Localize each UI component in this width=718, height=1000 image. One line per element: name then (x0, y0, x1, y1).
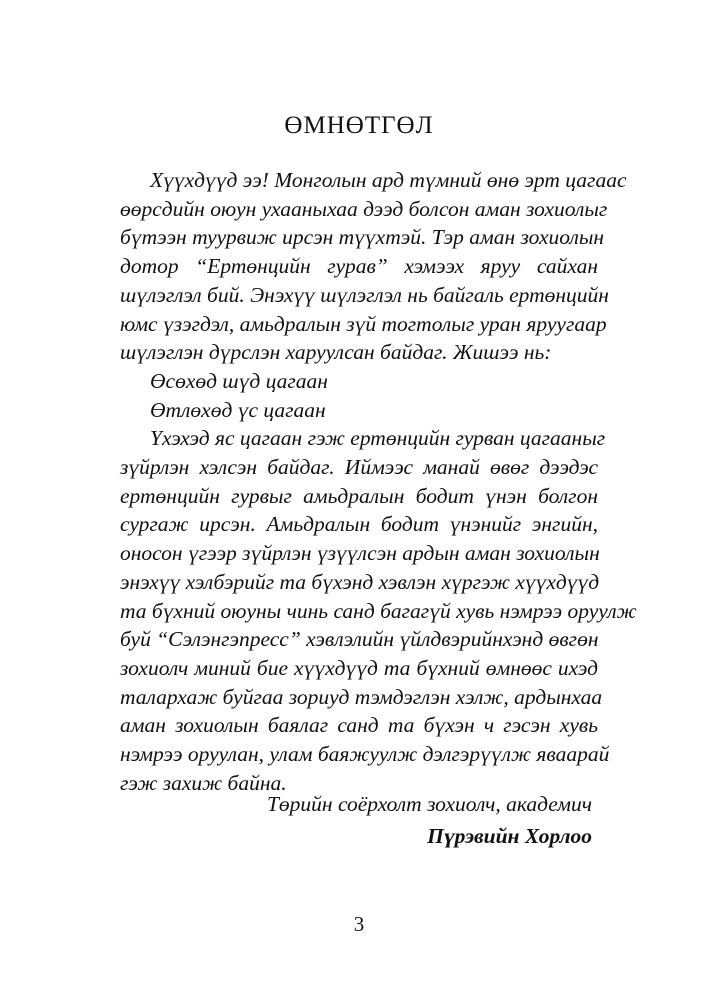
text-line: зүйрлэн хэлсэн байдаг. Иймээс манай өвөг дээдэс (120, 455, 598, 480)
text-line: өөрсдийн оюун ухааныхаа дээд болсон аман зохиолыг (120, 196, 608, 221)
preface-text (120, 166, 637, 797)
text-line: нэмрээ оруулан, улам баяжуулж дэлгэрүүлж яваарай (120, 742, 610, 767)
text-line: Үхэхэд яс цагаан гэж ертөнцийн гурван цагааныг (150, 426, 606, 451)
page-number: 3 (353, 912, 365, 936)
poem-line: Өтлөхөд үс цагаан (150, 397, 326, 422)
text-line: зохиолч миний бие хүүхдүүд та бүхний өмнөөс ихэд (120, 655, 598, 680)
author-title: Төрийн соёрхолт зохиолч, академич (266, 792, 592, 816)
text-line: гэж захиж байна. (120, 770, 287, 795)
text-line: дотор “Ертөнцийн гурав” хэмээх яруу сайхан (120, 254, 598, 279)
author-name: Пүрэвийн Хорлоо (427, 824, 592, 848)
text-line: аман зохиолын баялаг санд та бүхэн ч гэсэн хувь (120, 713, 598, 738)
poem-line: Өсөхөд шүд цагаан (150, 368, 328, 393)
text-line: юмс үзэгдэл, амьдралын зүй тогтолыг уран яруугаар (120, 311, 607, 336)
text-line: сургаж ирсэн. Амьдралын бодит үнэнийг энгийн, (120, 512, 598, 537)
text-line: буй “Сэлэнгэпресс” хэвлэлийн үйлдвэрийнхэнд өвгөн (120, 627, 599, 652)
text-line: Хүүхдүүд ээ! Монголын ард түмний өнө эрт цагаас (150, 168, 627, 192)
text-line: ертөнцийн гурвыг амьдралын бодит үнэн болгон (120, 483, 598, 508)
text-line: энэхүү хэлбэрийг та бүхэнд хэвлэн хүргэж хүүхдүүд (120, 569, 600, 594)
text-line: талархаж буйгаа зориуд тэмдэглэн хэлж, ардынхаа (120, 684, 603, 709)
text-line: шүлэглэн дүрслэн харуулсан байдаг. Жишээ нь: (120, 340, 552, 365)
text-line: бүтээн туурвиж ирсэн түүхтэй. Тэр аман зохиолын (120, 225, 605, 250)
text-line: та бүхний оюуны чинь санд багагүй хувь нэмрээ оруулж (120, 598, 637, 623)
text-line: шүлэглэл бий. Энэхүү шүлэглэл нь байгаль ертөнцийн (120, 282, 609, 307)
text-line: оносон үгээр зүйрлэн үзүүлсэн ардын аман зохиолын (120, 541, 600, 566)
page-title: ӨМНӨТГӨЛ (284, 112, 434, 139)
